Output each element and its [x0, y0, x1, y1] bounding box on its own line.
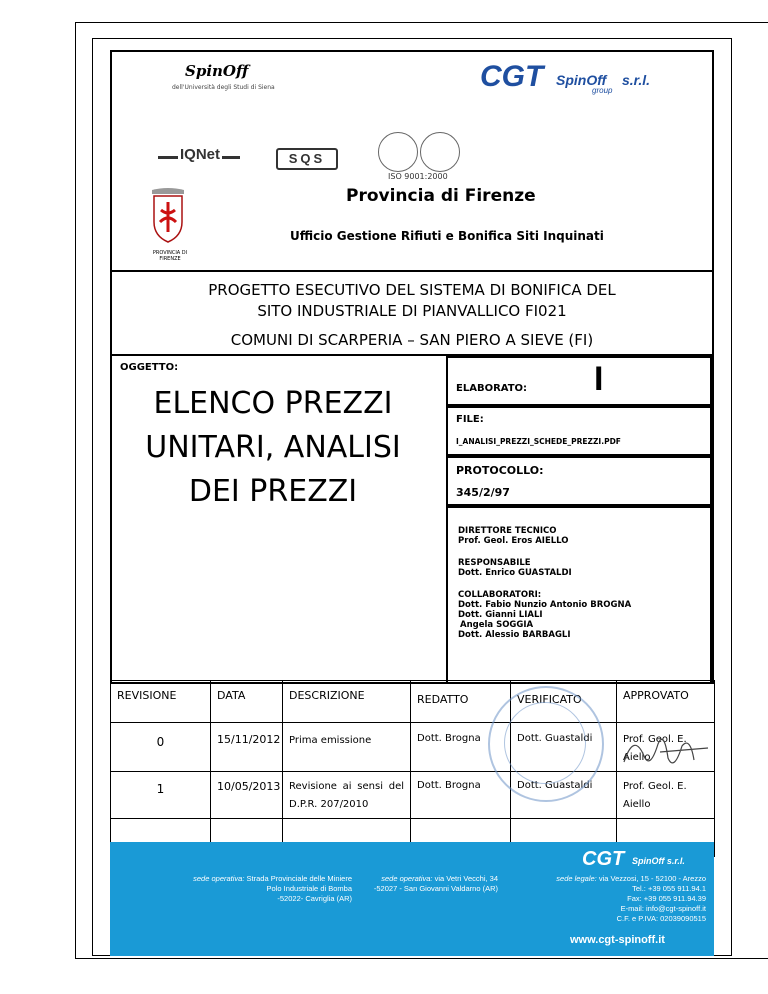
office-title: Ufficio Gestione Rifiuti e Bonifica Siti Inquinati	[290, 229, 604, 243]
cell-redatto: Dott. Brogna	[411, 772, 511, 819]
footer-address-2	[358, 874, 498, 894]
project-title	[110, 280, 714, 351]
frame-left-line	[75, 22, 76, 959]
project-line-2: SITO INDUSTRIALE DI PIANVALLICO FI021	[257, 302, 567, 320]
elaborato-value: I	[594, 360, 604, 398]
spinoff-logo: SpinOff	[185, 62, 249, 80]
cgt-group-text: group	[592, 86, 613, 95]
footer-address-1	[170, 874, 352, 904]
cgt-spinoff-text: SpinOff	[556, 72, 607, 88]
elaborato-box	[446, 356, 712, 406]
legal-vat: C.F. e P.IVA: 02039090515	[616, 914, 706, 923]
legal-label: sede legale:	[556, 874, 597, 883]
cell-description: Prima emissione	[283, 723, 411, 772]
province-crest-icon	[146, 186, 190, 250]
op1-line-1: Strada Provinciale delle Miniere	[246, 874, 352, 883]
subject-line-2: UNITARI, ANALISI	[145, 430, 401, 465]
cell-verificato: Dott. Guastaldi	[511, 723, 617, 772]
signature-icon	[620, 722, 710, 782]
cgt-logo: CGT	[480, 60, 544, 93]
protocollo-value: 345/2/97	[456, 486, 510, 499]
cgt-srl-text: s.r.l.	[622, 72, 651, 88]
footer-website[interactable]: www.cgt-spinoff.it	[570, 934, 665, 946]
footer-address-legal	[508, 874, 706, 924]
op2-line-1: via Vetri Vecchi, 34	[434, 874, 498, 883]
subject-line-3: DEI PREZZI	[188, 474, 358, 509]
cert-seal-2-icon	[420, 132, 460, 172]
director-label: DIRETTORE TECNICO	[458, 526, 557, 536]
cell-redatto: Dott. Brogna	[411, 723, 511, 772]
iso-text: ISO 9001:2000	[388, 172, 448, 181]
cell-approvato: Prof. Geol. E. Aiello	[617, 772, 715, 819]
collaborator-3: Angela SOGGIA	[460, 620, 534, 630]
responsible-name: Dott. Enrico GUASTALDI	[458, 568, 572, 578]
iqnet-logo	[158, 146, 240, 170]
collaborator-1: Dott. Fabio Nunzio Antonio BROGNA	[458, 600, 632, 610]
spinoff-subtitle: dell'Università degli Studi di Siena	[172, 84, 275, 91]
project-line-1: PROGETTO ESECUTIVO DEL SISTEMA DI BONIFICA DEL	[208, 281, 616, 299]
legal-email: E-mail: info@cgt-spinoff.it	[620, 904, 706, 913]
header-verificato: VERIFICATO	[511, 681, 617, 723]
cell-date: 15/11/2012	[211, 723, 283, 772]
staff-list	[458, 526, 631, 640]
crest-caption: PROVINCIA DI FIRENZE	[152, 250, 188, 262]
legal-phone: Tel.: +39 055 911.94.1	[632, 884, 706, 893]
file-label: FILE:	[456, 414, 484, 425]
op2-line-2: -52027 - San Giovanni Valdarno (AR)	[373, 884, 498, 893]
cell-description: Revisione ai sensi del D.P.R. 207/2010	[283, 772, 411, 819]
collaborator-2: Dott. Gianni LIALI	[458, 610, 543, 620]
cell-approvato: Prof. Geol. E. Aiello	[617, 723, 715, 772]
cert-seal-1-icon	[378, 132, 418, 172]
province-title: Provincia di Firenze	[346, 186, 536, 206]
footer-cgt-logo: CGT	[582, 848, 625, 870]
protocollo-label: PROTOCOLLO:	[456, 464, 544, 477]
footer-cgt-sub: SpinOff s.r.l.	[632, 856, 685, 866]
footer-banner	[110, 842, 714, 956]
cell-date: 10/05/2013	[211, 772, 283, 819]
op1-line-2: Polo Industriale di Bomba	[266, 884, 352, 893]
file-value: I_ANALISI_PREZZI_SCHEDE_PREZZI.PDF	[456, 437, 621, 446]
legal-line-1: via Vezzosi, 15 - 52100 - Arezzo	[598, 874, 706, 883]
project-line-3: COMUNI DI SCARPERIA – SAN PIERO A SIEVE (FI)	[230, 331, 594, 349]
header-revisione: REVISIONE	[111, 681, 211, 723]
op2-label: sede operativa:	[381, 874, 433, 883]
table-header-row	[111, 681, 715, 723]
geologist-stamp-icon	[488, 686, 604, 802]
frame-top-line	[75, 22, 768, 23]
sqs-logo: SQS	[276, 148, 338, 170]
iqnet-text: IQNet	[180, 146, 221, 163]
header-descrizione: DESCRIZIONE	[283, 681, 411, 723]
cell-verificato: Dott. Guastaldi	[511, 772, 617, 819]
elaborato-label: ELABORATO:	[456, 383, 528, 394]
responsible-label: RESPONSABILE	[458, 558, 531, 568]
subject-label: OGGETTO:	[120, 362, 179, 373]
header-approvato: APPROVATO	[617, 681, 715, 723]
op1-line-3: -52022- Cavriglia (AR)	[277, 894, 352, 903]
cell-revision: 0	[111, 723, 211, 772]
subject-line-1: ELENCO PREZZI	[153, 386, 393, 421]
legal-fax: Fax: +39 055 911.94.39	[627, 894, 706, 903]
subject-text	[110, 382, 436, 514]
cell-revision: 1	[111, 772, 211, 819]
director-name: Prof. Geol. Eros AIELLO	[458, 536, 569, 546]
collaborators-label: COLLABORATORI:	[458, 590, 542, 600]
op1-label: sede operativa:	[193, 874, 245, 883]
header-redatto: REDATTO	[411, 681, 511, 723]
header-data: DATA	[211, 681, 283, 723]
frame-bottom-line	[75, 958, 768, 959]
collaborator-4: Dott. Alessio BARBAGLI	[458, 630, 571, 640]
file-box	[446, 406, 712, 456]
